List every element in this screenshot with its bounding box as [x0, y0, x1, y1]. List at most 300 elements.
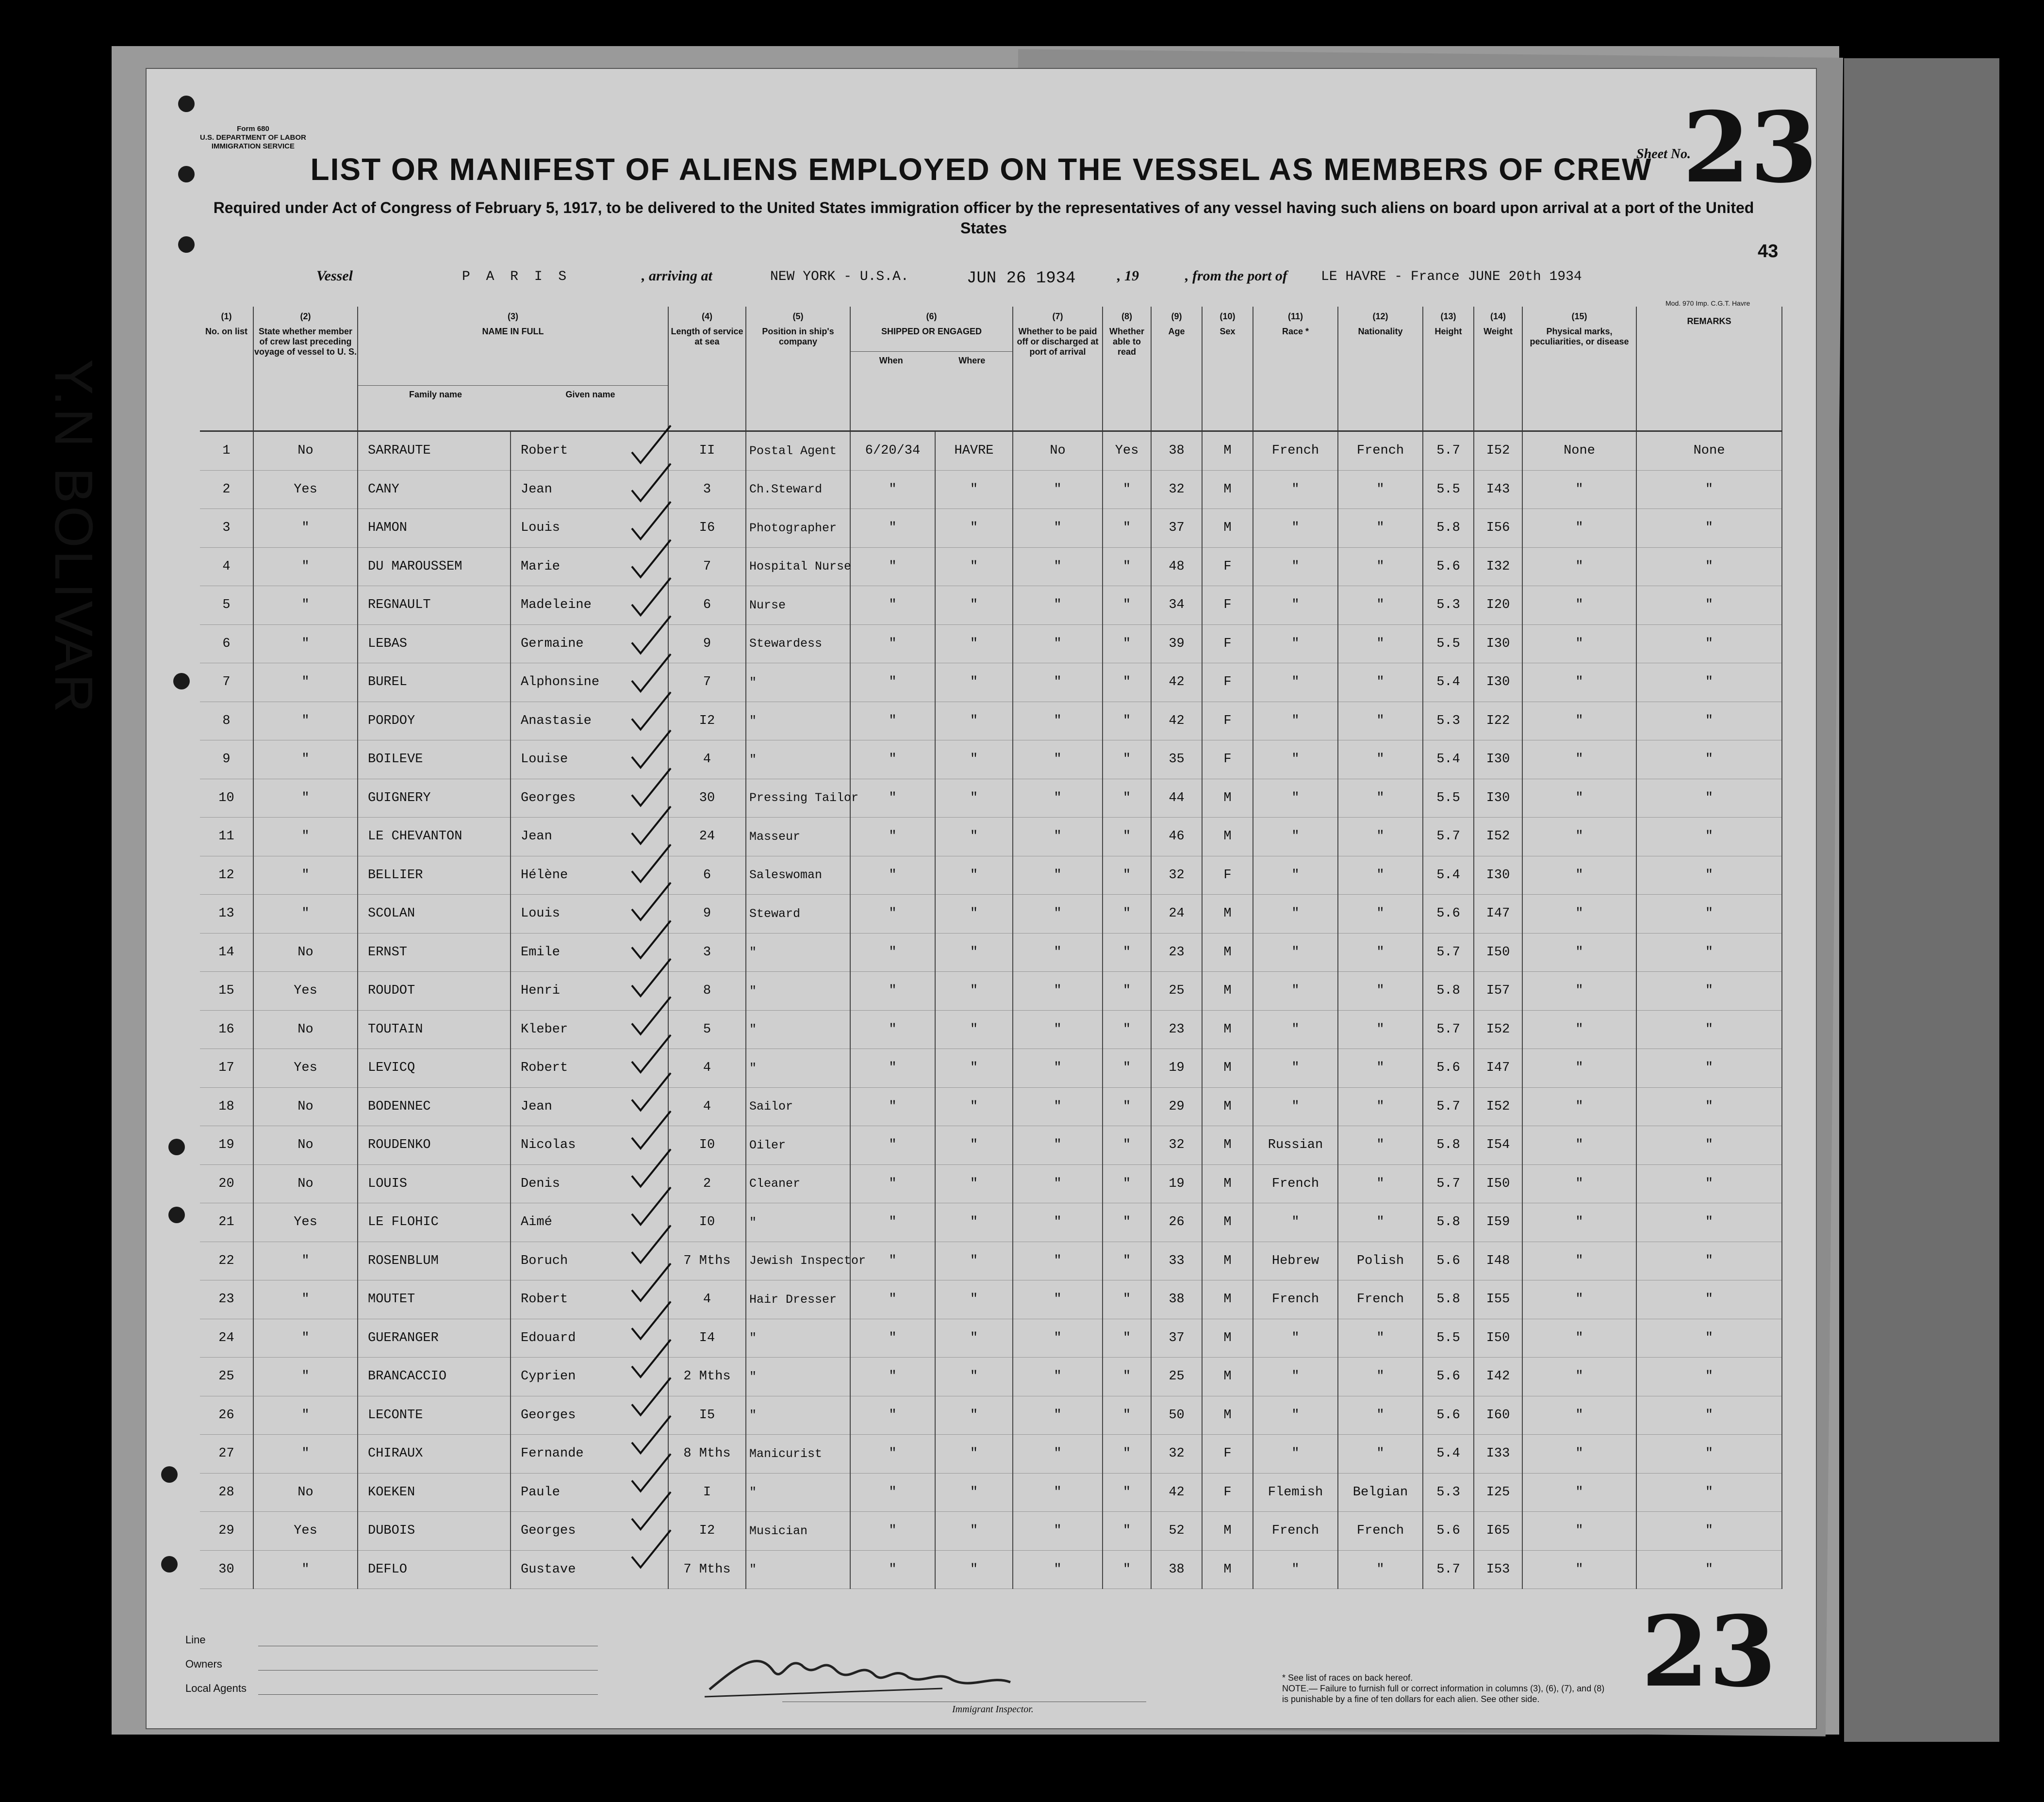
last-voyage-cell: No [253, 431, 358, 471]
paid-off-cell: " [1013, 740, 1103, 779]
nationality-cell: " [1338, 1435, 1423, 1474]
last-voyage-cell: Yes [253, 1512, 358, 1551]
nationality-cell: " [1338, 1164, 1423, 1203]
physical-marks-cell: " [1522, 470, 1636, 509]
sex-cell: M [1202, 1126, 1253, 1165]
given-name-cell: Georges [511, 1512, 668, 1551]
corner-number: 43 [1758, 241, 1779, 262]
age-cell: 46 [1151, 818, 1202, 856]
able-to-read-cell: " [1103, 1126, 1151, 1165]
back-sheet-3 [1844, 58, 1999, 1742]
check-mark [632, 1149, 671, 1187]
length-of-service-cell: 3 [668, 933, 746, 972]
weight-cell: I42 [1474, 1358, 1522, 1396]
age-cell: 44 [1151, 779, 1202, 818]
physical-marks-cell: " [1522, 624, 1636, 663]
shipped-where-cell: " [935, 586, 1013, 625]
length-of-service-cell: I2 [668, 1512, 746, 1551]
last-voyage-cell: No [253, 1164, 358, 1203]
table-row [200, 702, 1782, 740]
table-row [200, 933, 1782, 972]
length-of-service-cell: 4 [668, 1280, 746, 1319]
able-to-read-cell: " [1103, 740, 1151, 779]
position-cell: " [746, 933, 850, 972]
entry-number-cell: 6 [200, 624, 253, 663]
shipped-when-cell: " [850, 895, 935, 934]
given-name-cell: Germaine [511, 624, 668, 663]
entry-number-cell: 28 [200, 1473, 253, 1512]
length-of-service-cell: 7 [668, 547, 746, 586]
age-cell: 19 [1151, 1049, 1202, 1088]
race-cell: French [1253, 1512, 1338, 1551]
table-row [200, 1396, 1782, 1435]
position-cell: Hair Dresser [746, 1280, 850, 1319]
table-row [200, 1242, 1782, 1280]
local-agents-label: Local Agents [185, 1682, 247, 1694]
given-name-cell: Marie [511, 547, 668, 586]
race-cell: " [1253, 895, 1338, 934]
length-of-service-cell: 9 [668, 895, 746, 934]
age-cell: 37 [1151, 509, 1202, 548]
length-of-service-cell: I [668, 1473, 746, 1512]
header-nationality: (12) Nationality [1338, 307, 1423, 431]
sex-cell: F [1202, 1473, 1253, 1512]
shipped-when-cell: " [850, 1435, 935, 1474]
height-cell: 5.3 [1423, 1473, 1474, 1512]
entry-number-cell: 25 [200, 1358, 253, 1396]
shipped-where-cell: " [935, 702, 1013, 740]
entry-number-cell: 8 [200, 702, 253, 740]
length-of-service-cell: 30 [668, 779, 746, 818]
entry-number-cell: 18 [200, 1087, 253, 1126]
footnote-penalty-cont: is punishable by a fine of ten dollars for each alien. See other side. [1282, 1694, 1540, 1704]
race-cell: " [1253, 586, 1338, 625]
remarks-cell: " [1636, 1550, 1782, 1589]
able-to-read-cell: " [1103, 1164, 1151, 1203]
family-name-cell: ROSENBLUM [358, 1242, 511, 1280]
physical-marks-cell: " [1522, 702, 1636, 740]
physical-marks-cell: " [1522, 740, 1636, 779]
age-cell: 25 [1151, 1358, 1202, 1396]
age-cell: 52 [1151, 1512, 1202, 1551]
weight-cell: I47 [1474, 895, 1522, 934]
check-mark [632, 578, 671, 615]
check-mark [632, 1226, 671, 1263]
length-of-service-cell: 6 [668, 856, 746, 895]
weight-cell: I20 [1474, 586, 1522, 625]
entry-number-cell: 12 [200, 856, 253, 895]
paid-off-cell: " [1013, 1358, 1103, 1396]
height-cell: 5.6 [1423, 1512, 1474, 1551]
remarks-cell: " [1636, 1512, 1782, 1551]
able-to-read-cell: " [1103, 1319, 1151, 1358]
shipped-when-cell: " [850, 1242, 935, 1280]
age-cell: 32 [1151, 470, 1202, 509]
last-voyage-cell: No [253, 1087, 358, 1126]
check-mark [632, 616, 671, 654]
weight-cell: I52 [1474, 818, 1522, 856]
weight-cell: I52 [1474, 1087, 1522, 1126]
physical-marks-cell: " [1522, 818, 1636, 856]
family-name-cell: LECONTE [358, 1396, 511, 1435]
nationality-cell: " [1338, 470, 1423, 509]
physical-marks-cell: " [1522, 1358, 1636, 1396]
nationality-cell: " [1338, 1550, 1423, 1589]
last-voyage-cell: Yes [253, 470, 358, 509]
table-row [200, 1203, 1782, 1242]
physical-marks-cell: " [1522, 1280, 1636, 1319]
table-row [200, 1010, 1782, 1049]
entry-number-cell: 21 [200, 1203, 253, 1242]
physical-marks-cell: " [1522, 1126, 1636, 1165]
sex-cell: M [1202, 1319, 1253, 1358]
given-name-cell: Cyprien [511, 1358, 668, 1396]
shipped-when-cell: " [850, 1164, 935, 1203]
shipped-where-cell: " [935, 1126, 1013, 1165]
header-height: (13) Height [1423, 307, 1474, 431]
sex-cell: F [1202, 1435, 1253, 1474]
header-shipped-or-engaged: (6) SHIPPED OR ENGAGED When Where [850, 307, 1013, 431]
able-to-read-cell: " [1103, 1010, 1151, 1049]
weight-cell: I52 [1474, 1010, 1522, 1049]
shipped-when-cell: " [850, 663, 935, 702]
last-voyage-cell: " [253, 1435, 358, 1474]
position-cell: Ch.Steward [746, 470, 850, 509]
race-cell: " [1253, 818, 1338, 856]
nationality-cell: Polish [1338, 1242, 1423, 1280]
sex-cell: M [1202, 895, 1253, 934]
check-mark [632, 1340, 671, 1377]
able-to-read-cell: " [1103, 1550, 1151, 1589]
height-cell: 5.4 [1423, 1435, 1474, 1474]
paid-off-cell: " [1013, 1203, 1103, 1242]
header-given-name: Given name [565, 390, 615, 399]
service: IMMIGRATION SERVICE [211, 142, 295, 150]
shipped-when-cell: " [850, 856, 935, 895]
family-name-cell: HAMON [358, 509, 511, 548]
nationality-cell: French [1338, 431, 1423, 471]
last-voyage-cell: " [253, 818, 358, 856]
able-to-read-cell: " [1103, 663, 1151, 702]
position-cell: " [746, 1319, 850, 1358]
height-cell: 5.7 [1423, 1087, 1474, 1126]
sex-cell: M [1202, 972, 1253, 1011]
shipped-when-cell: " [850, 1396, 935, 1435]
remarks-cell: " [1636, 1358, 1782, 1396]
family-name-cell: DU MAROUSSEM [358, 547, 511, 586]
sex-cell: F [1202, 740, 1253, 779]
weight-cell: I50 [1474, 1319, 1522, 1358]
given-name-cell: Emile [511, 933, 668, 972]
position-cell: Stewardess [746, 624, 850, 663]
race-cell: French [1253, 431, 1338, 471]
age-cell: 24 [1151, 895, 1202, 934]
nationality-cell: French [1338, 1512, 1423, 1551]
shipped-when-cell: " [850, 1319, 935, 1358]
remarks-cell: " [1636, 509, 1782, 548]
last-voyage-cell: Yes [253, 1203, 358, 1242]
height-cell: 5.8 [1423, 1203, 1474, 1242]
check-mark [632, 1187, 671, 1225]
department: U.S. DEPARTMENT OF LABOR [200, 133, 306, 142]
nationality-cell: " [1338, 702, 1423, 740]
position-cell: Nurse [746, 586, 850, 625]
agents-rule [258, 1694, 598, 1695]
from-port-label: , from the port of [1185, 268, 1287, 284]
check-mark [632, 540, 671, 577]
able-to-read-cell: " [1103, 1049, 1151, 1088]
last-voyage-cell: " [253, 624, 358, 663]
physical-marks-cell: " [1522, 547, 1636, 586]
height-cell: 5.7 [1423, 1164, 1474, 1203]
physical-marks-cell: " [1522, 1010, 1636, 1049]
nationality-cell: " [1338, 1010, 1423, 1049]
last-voyage-cell: " [253, 856, 358, 895]
weight-cell: I32 [1474, 547, 1522, 586]
family-name-cell: CHIRAUX [358, 1435, 511, 1474]
length-of-service-cell: 3 [668, 470, 746, 509]
physical-marks-cell: " [1522, 972, 1636, 1011]
family-name-cell: ERNST [358, 933, 511, 972]
shipped-where-cell: " [935, 895, 1013, 934]
length-of-service-cell: 7 [668, 663, 746, 702]
paid-off-cell: " [1013, 509, 1103, 548]
printer-mark: Mod. 970 Imp. C.G.T. Havre [1665, 299, 1750, 307]
nationality-cell: " [1338, 933, 1423, 972]
margin-stamp: Y.N BOLIVAR [44, 359, 103, 716]
height-cell: 5.4 [1423, 856, 1474, 895]
entry-number-cell: 24 [200, 1319, 253, 1358]
punch-hole [173, 673, 190, 689]
table-row [200, 547, 1782, 586]
sex-cell: F [1202, 624, 1253, 663]
able-to-read-cell: " [1103, 586, 1151, 625]
remarks-cell: " [1636, 1049, 1782, 1088]
position-cell: Cleaner [746, 1164, 850, 1203]
vessel-label: Vessel [316, 268, 353, 284]
age-cell: 32 [1151, 1435, 1202, 1474]
family-name-cell: DUBOIS [358, 1512, 511, 1551]
vessel-name: P A R I S [462, 269, 571, 284]
length-of-service-cell: I2 [668, 702, 746, 740]
entry-number-cell: 15 [200, 972, 253, 1011]
given-name-cell: Henri [511, 972, 668, 1011]
position-cell: Postal Agent [746, 431, 850, 471]
table-row [200, 740, 1782, 779]
able-to-read-cell: " [1103, 1512, 1151, 1551]
immigrant-inspector-label: Immigrant Inspector. [952, 1704, 1034, 1715]
race-cell: Russian [1253, 1126, 1338, 1165]
physical-marks-cell: " [1522, 586, 1636, 625]
sex-cell: M [1202, 470, 1253, 509]
entry-number-cell: 5 [200, 586, 253, 625]
header-race: (11) Race * [1253, 307, 1338, 431]
length-of-service-cell: I0 [668, 1126, 746, 1165]
family-name-cell: BRANCACCIO [358, 1358, 511, 1396]
given-name-cell: Boruch [511, 1242, 668, 1280]
height-cell: 5.6 [1423, 1396, 1474, 1435]
check-mark [632, 769, 671, 806]
shipped-when-cell: " [850, 1087, 935, 1126]
length-of-service-cell: 4 [668, 1049, 746, 1088]
age-cell: 38 [1151, 1550, 1202, 1589]
position-cell: Oiler [746, 1126, 850, 1165]
shipped-when-cell: " [850, 1358, 935, 1396]
check-mark [632, 1530, 671, 1568]
length-of-service-cell: I0 [668, 1203, 746, 1242]
shipped-when-cell: " [850, 1512, 935, 1551]
table-header-row [200, 307, 1782, 431]
remarks-cell: " [1636, 624, 1782, 663]
family-name-cell: BODENNEC [358, 1087, 511, 1126]
table-row [200, 663, 1782, 702]
shipped-when-cell: " [850, 740, 935, 779]
check-mark [632, 464, 671, 501]
nationality-cell: " [1338, 663, 1423, 702]
entry-number-cell: 3 [200, 509, 253, 548]
header-length-of-service: (4) Length of service at sea [668, 307, 746, 431]
shipped-where-cell: " [935, 1550, 1013, 1589]
given-name-cell: Nicolas [511, 1126, 668, 1165]
shipped-when-cell: " [850, 470, 935, 509]
sex-cell: M [1202, 509, 1253, 548]
able-to-read-cell: " [1103, 972, 1151, 1011]
sex-cell: M [1202, 818, 1253, 856]
header-age: (9) Age [1151, 307, 1202, 431]
shipped-where-cell: " [935, 779, 1013, 818]
header-position: (5) Position in ship's company [746, 307, 850, 431]
age-cell: 39 [1151, 624, 1202, 663]
table-row [200, 1512, 1782, 1551]
table-row [200, 1319, 1782, 1358]
table-row [200, 1280, 1782, 1319]
nationality-cell: " [1338, 1126, 1423, 1165]
table-row [200, 1435, 1782, 1474]
remarks-cell: " [1636, 1164, 1782, 1203]
entry-number-cell: 30 [200, 1550, 253, 1589]
sex-cell: M [1202, 933, 1253, 972]
length-of-service-cell: 7 Mths [668, 1242, 746, 1280]
able-to-read-cell: " [1103, 1203, 1151, 1242]
nationality-cell: " [1338, 818, 1423, 856]
sheet-label: Sheet No. [1636, 147, 1691, 162]
family-name-cell: ROUDOT [358, 972, 511, 1011]
age-cell: 29 [1151, 1087, 1202, 1126]
paid-off-cell: " [1013, 586, 1103, 625]
physical-marks-cell: " [1522, 509, 1636, 548]
punch-hole [178, 96, 195, 112]
height-cell: 5.8 [1423, 972, 1474, 1011]
paid-off-cell: No [1013, 431, 1103, 471]
physical-marks-cell: " [1522, 1396, 1636, 1435]
shipped-where-cell: " [935, 624, 1013, 663]
check-mark [632, 997, 671, 1034]
weight-cell: I53 [1474, 1550, 1522, 1589]
table-row [200, 586, 1782, 625]
shipped-when-cell: " [850, 624, 935, 663]
height-cell: 5.8 [1423, 1126, 1474, 1165]
height-cell: 5.4 [1423, 740, 1474, 779]
weight-cell: I55 [1474, 1280, 1522, 1319]
sex-cell: M [1202, 1358, 1253, 1396]
height-cell: 5.8 [1423, 509, 1474, 548]
shipped-where-cell: " [935, 1049, 1013, 1088]
given-name-cell: Kleber [511, 1010, 668, 1049]
paid-off-cell: " [1013, 1049, 1103, 1088]
height-cell: 5.4 [1423, 663, 1474, 702]
race-cell: French [1253, 1280, 1338, 1319]
shipped-when-cell: " [850, 547, 935, 586]
physical-marks-cell: " [1522, 856, 1636, 895]
check-mark [632, 1302, 671, 1339]
remarks-cell: " [1636, 895, 1782, 934]
physical-marks-cell: None [1522, 431, 1636, 471]
nationality-cell: " [1338, 1319, 1423, 1358]
able-to-read-cell: " [1103, 547, 1151, 586]
remarks-cell: " [1636, 972, 1782, 1011]
shipped-when-cell: " [850, 509, 935, 548]
length-of-service-cell: 4 [668, 1087, 746, 1126]
table-row [200, 779, 1782, 818]
table-row [200, 895, 1782, 934]
shipped-where-cell: " [935, 740, 1013, 779]
age-cell: 42 [1151, 702, 1202, 740]
remarks-cell: " [1636, 1010, 1782, 1049]
last-voyage-cell: " [253, 586, 358, 625]
remarks-cell: " [1636, 1473, 1782, 1512]
race-cell: " [1253, 509, 1338, 548]
paid-off-cell: " [1013, 1280, 1103, 1319]
sex-cell: M [1202, 1164, 1253, 1203]
table-row [200, 856, 1782, 895]
shipped-where-cell: " [935, 818, 1013, 856]
race-cell: " [1253, 1203, 1338, 1242]
nationality-cell: " [1338, 895, 1423, 934]
punch-hole [161, 1556, 178, 1573]
weight-cell: I47 [1474, 1049, 1522, 1088]
paid-off-cell: " [1013, 1087, 1103, 1126]
paid-off-cell: " [1013, 895, 1103, 934]
family-name-cell: REGNAULT [358, 586, 511, 625]
paid-off-cell: " [1013, 1164, 1103, 1203]
length-of-service-cell: 9 [668, 624, 746, 663]
age-cell: 32 [1151, 856, 1202, 895]
table-row [200, 431, 1782, 471]
last-voyage-cell: Yes [253, 972, 358, 1011]
age-cell: 38 [1151, 431, 1202, 471]
remarks-cell: " [1636, 1087, 1782, 1126]
able-to-read-cell: " [1103, 933, 1151, 972]
family-name-cell: BOILEVE [358, 740, 511, 779]
race-cell: " [1253, 702, 1338, 740]
sex-cell: F [1202, 856, 1253, 895]
entry-number-cell: 13 [200, 895, 253, 934]
paid-off-cell: " [1013, 702, 1103, 740]
shipped-where-cell: " [935, 1512, 1013, 1551]
physical-marks-cell: " [1522, 1087, 1636, 1126]
physical-marks-cell: " [1522, 1550, 1636, 1589]
last-voyage-cell: " [253, 779, 358, 818]
remarks-cell: " [1636, 702, 1782, 740]
last-voyage-cell: No [253, 1126, 358, 1165]
shipped-where-cell: " [935, 1164, 1013, 1203]
weight-cell: I60 [1474, 1396, 1522, 1435]
remarks-cell: " [1636, 586, 1782, 625]
physical-marks-cell: " [1522, 1203, 1636, 1242]
header-no-on-list: (1) No. on list [200, 307, 253, 431]
given-name-cell: Fernande [511, 1435, 668, 1474]
weight-cell: I30 [1474, 856, 1522, 895]
